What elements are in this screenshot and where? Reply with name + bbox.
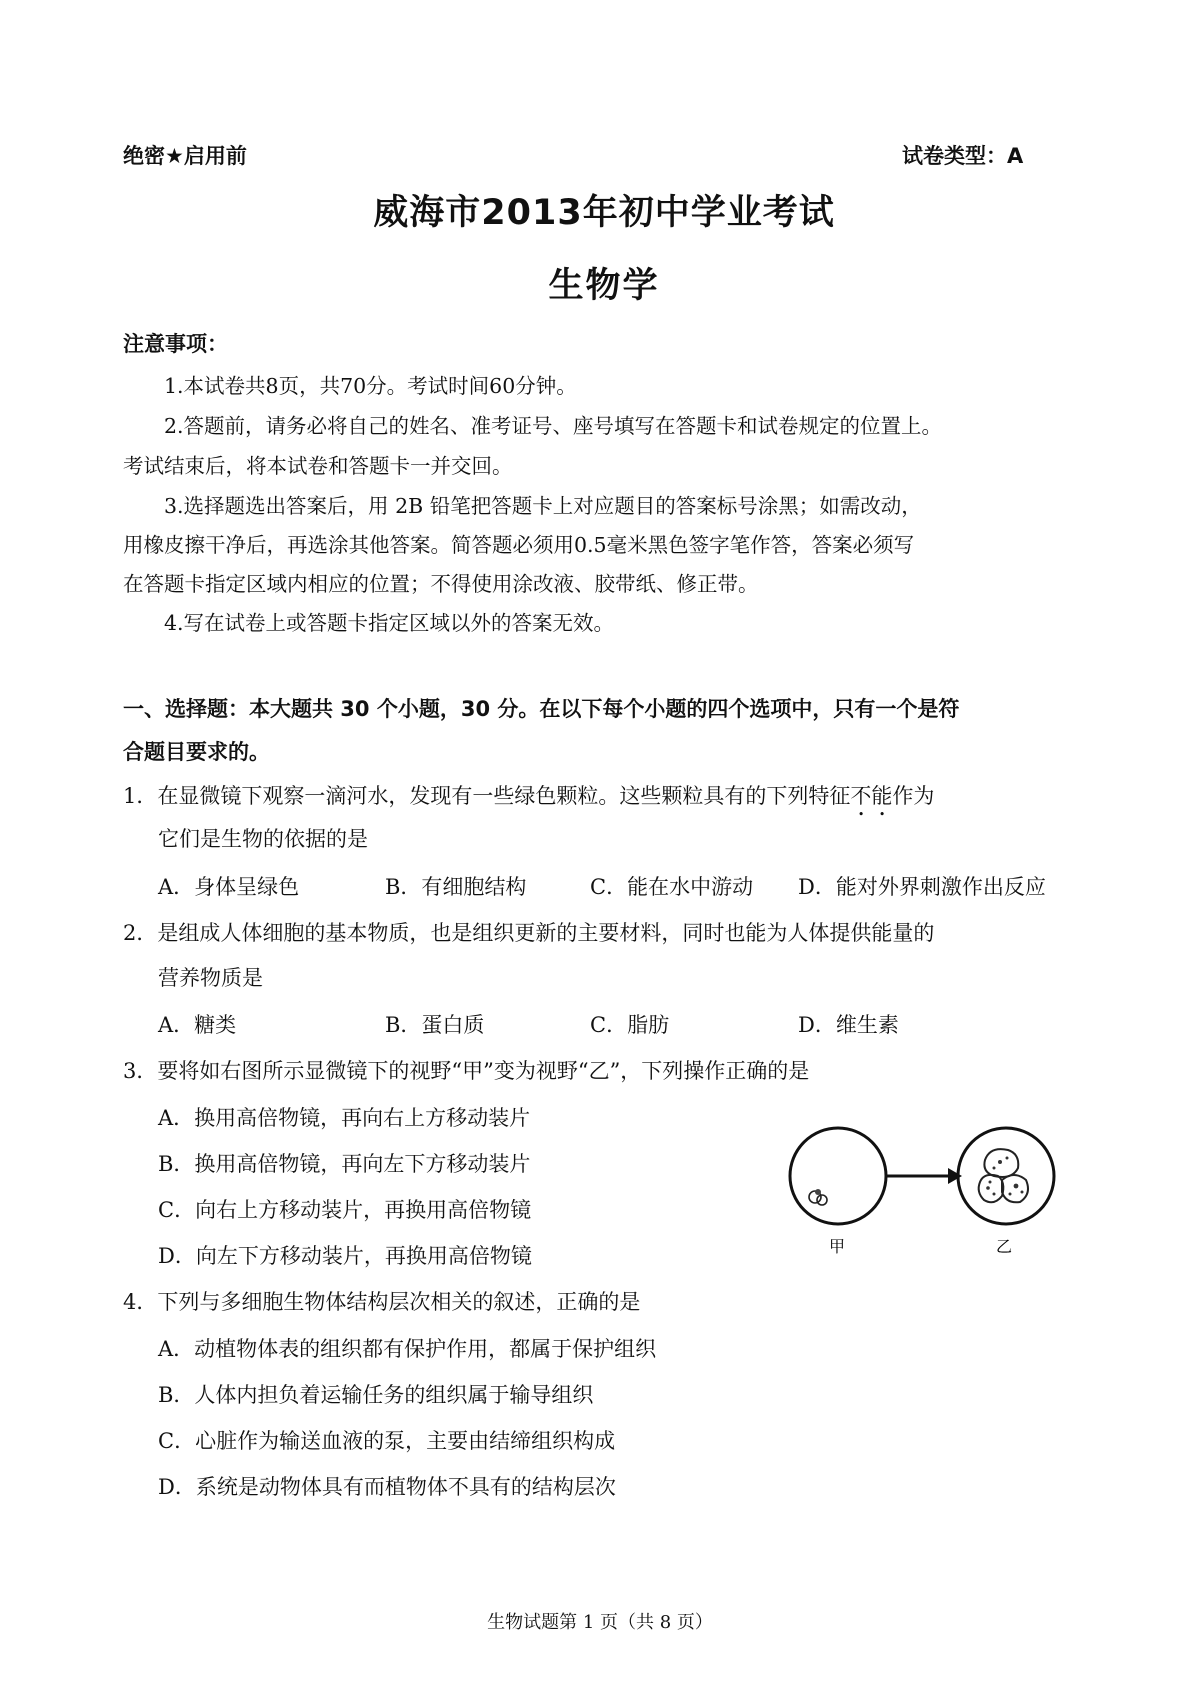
q4-option-d: D．系统是动物体具有而植物体不具有的结构层次 xyxy=(158,1475,616,1499)
q1-emphasis: 不能 xyxy=(850,784,893,808)
arrow-head xyxy=(948,1168,962,1184)
page-footer: 生物试题第 1 页（共 8 页） xyxy=(487,1612,713,1633)
q3-line-1: 3．要将如右图所示显微镜下的视野“甲”变为视野“乙”，下列操作正确的是 xyxy=(123,1059,810,1083)
q1-stem-a: 1．在显微镜下观察一滴河水，发现有一些绿色颗粒。这些颗粒具有的下列特征 xyxy=(123,784,851,808)
q2-option-d: D．维生素 xyxy=(798,1013,899,1037)
notice-item-2-line-2: 考试结束后，将本试卷和答题卡一并交回。 xyxy=(123,454,513,478)
notice-item-3-line-2: 用橡皮擦干净后，再选涂其他答案。简答题必须用0.5毫米黑色签字笔作答，答案必须写 xyxy=(123,533,915,557)
q1-line-1 xyxy=(123,780,934,821)
subject-title: 生物学 xyxy=(548,266,660,306)
q3-option-a: A．换用高倍物镜，再向右上方移动装片 xyxy=(158,1106,531,1130)
exam-title: 威海市2013年初中学业考试 xyxy=(373,193,835,233)
q4-option-a: A．动植物体表的组织都有保护作用，都属于保护组织 xyxy=(158,1337,657,1361)
field-label-yi: 乙 xyxy=(995,1237,1013,1256)
q3-option-d: D．向左下方移动装片，再换用高倍物镜 xyxy=(158,1244,532,1268)
notice-item-3-line-3: 在答题卡指定区域内相应的位置；不得使用涂改液、胶带纸、修正带。 xyxy=(123,572,759,596)
section-heading-line-1: 一、选择题：本大题共 30 个小题，30 分。在以下每个小题的四个选项中，只有一个是符 xyxy=(123,697,960,721)
field-yi-cells xyxy=(979,1149,1028,1202)
confidential-label: 绝密★启用前 xyxy=(123,144,247,168)
field-jia-circle xyxy=(790,1128,886,1224)
q1-line-2: 它们是生物的依据的是 xyxy=(158,827,368,851)
notice-item-3-line-1: 3.选择题选出答案后，用 2B 铅笔把答题卡上对应题目的答案标号涂黑；如需改动， xyxy=(164,494,922,518)
field-jia-cells xyxy=(809,1189,827,1205)
q2-option-a: A．糖类 xyxy=(158,1013,237,1037)
q4-option-b: B．人体内担负着运输任务的组织属于输导组织 xyxy=(158,1383,594,1407)
field-label-jia: 甲 xyxy=(828,1237,846,1256)
q1-option-b: B．有细胞结构 xyxy=(385,875,527,899)
notice-item-1: 1.本试卷共8页，共70分。考试时间60分钟。 xyxy=(164,374,577,398)
q1-option-d: D．能对外界刺激作出反应 xyxy=(798,875,1046,899)
q4-option-c: C．心脏作为输送血液的泵，主要由结缔组织构成 xyxy=(158,1429,616,1453)
q1-option-a: A．身体呈绿色 xyxy=(158,875,300,899)
q2-option-c: C．脂肪 xyxy=(590,1013,670,1037)
q4-line-1: 4．下列与多细胞生物体结构层次相关的叙述，正确的是 xyxy=(123,1290,641,1314)
notice-heading: 注意事项： xyxy=(123,332,228,356)
q1-stem-b: 作为 xyxy=(892,784,935,808)
q3-option-b: B．换用高倍物镜，再向左下方移动装片 xyxy=(158,1152,531,1176)
q1-option-c: C．能在水中游动 xyxy=(590,875,754,899)
q2-line-2: 营养物质是 xyxy=(158,966,263,990)
microscope-field-figure xyxy=(780,1110,1080,1260)
notice-item-4: 4.写在试卷上或答题卡指定区域以外的答案无效。 xyxy=(164,611,615,635)
paper-type-label: 试卷类型：A xyxy=(902,144,1024,168)
q2-option-b: B．蛋白质 xyxy=(385,1013,485,1037)
notice-item-2-line-1: 2.答题前，请务必将自己的姓名、准考证号、座号填写在答题卡和试卷规定的位置上。 xyxy=(164,414,943,438)
section-heading-line-2: 合题目要求的。 xyxy=(123,740,270,764)
q3-option-c: C．向右上方移动装片，再换用高倍物镜 xyxy=(158,1198,532,1222)
q2-line-1: 2．是组成人体细胞的基本物质，也是组织更新的主要材料，同时也能为人体提供能量的 xyxy=(123,921,935,945)
